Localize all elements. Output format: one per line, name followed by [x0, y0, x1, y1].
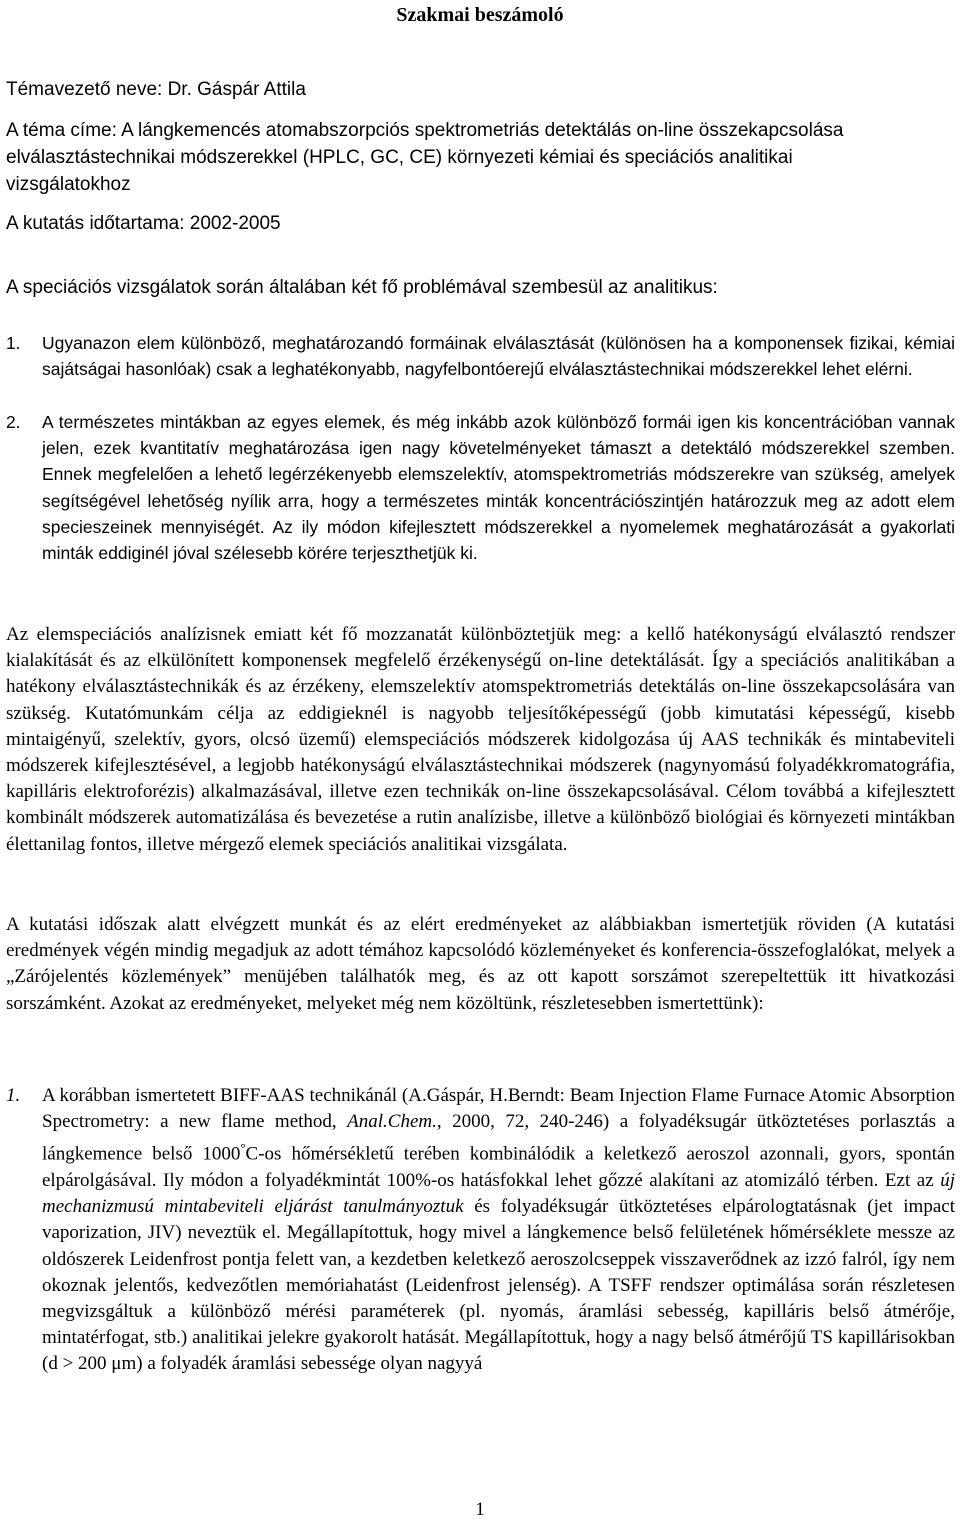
paragraph-results-intro: A kutatási időszak alatt elvégzett munkát és az elért eredményeket az alábbiakban ismertetjük röviden (A kutatási eredmények végén mindig megadjuk az adott témához kapcsolódó közleményeket és konferencia-összefoglalókat, melyek a „Zárójelentés közlemények” menüjében találhatók meg, és az ott kapott sorszámot szerepeltettük itt hivatkozási sorszámként. Azokat az eredményeket, melyeket még nem közöltünk, részletesebben ismertettünk):	[6, 914, 955, 1014]
result-text-part-3: C-os hőmérsékletű terében kombinálódik a keletkező aeroszol azonnali, gyors, spontán elpárolgásával. Ily módon a folyadékmintát 100%-os hatásfokkal lehet gőzzé alakítani az atomizáló térben. Ezt az	[42, 1143, 955, 1191]
result-text-1	[42, 1083, 955, 1378]
result-text-part-2: , 2000, 72, 240-246) a folyadéksugár ütköztetéses porlasztás a lángkemence belső 1000	[42, 1111, 955, 1165]
problem-number-1: 1.	[6, 333, 21, 353]
page-number: 1	[475, 1499, 485, 1520]
degree-sign: °	[240, 1140, 246, 1156]
emphasis-new-method: új mechanizmusú mintabeviteli eljárást tanulmányoztuk	[42, 1169, 955, 1218]
supervisor-line: Témavezető neve: Dr. Gáspár Attila	[6, 79, 306, 100]
result-text-part-4: és folyadéksugár ütköztetéses elpárologtatásnak (jet impact vaporization, JIV) neveztük el. Megállapítottuk, hogy mivel a lángkemence belső felületének hőmérséklete messze az oldószerek Leidenfrost pontja felett van, a kezdetben keletkező aeroszolcseppek visszaverődnek az izzó falról, így nem okoznak jelentős, kedvezőtlen memóriahatást (Leidenfrost jelenség). A TSFF rendszer optimálása során részletesen megvizsgáltuk a különböző mérési paraméterek (pl. nyomás, áramlási sebesség, kapilláris belső átmérője, mintatérfogat, stb.) analitikai jelekre gyakorolt hatását. Megállapítottuk, hogy a nagy belső átmérőjű TS kapillárisokban (d > 200 μm) a folyadék áramlási sebessége olyan nagyyá	[42, 1196, 955, 1375]
journal-name: Anal.Chem.	[347, 1111, 437, 1133]
result-number-1: 1.	[6, 1085, 21, 1106]
duration-line: A kutatás időtartama: 2002-2005	[6, 213, 281, 234]
intro-line: A speciációs vizsgálatok során általában két fő problémával szembesül az analitikus:	[6, 277, 718, 298]
topic-line-2: elválasztástechnikai módszerekkel (HPLC, GC, CE) környezeti kémiai és speciációs analitikai	[6, 147, 793, 168]
problem-text-2: A természetes mintákban az egyes elemek, és még inkább azok különböző formái igen kis koncentrációban vannak jelen, ezek kvantitatív meghatározása igen nagy követelményeket támaszt a detektáló módszerekkel szemben. Ennek megfelelően a lehető legérzékenyebb elemszelektív, atomspektrometriás módszerekre van szükség, amelyek segítségével lehetőség nyílik arra, hogy a természetes minták koncentrációszintjén határozzuk meg az adott elem specieszeinek mennyiségét. Az ily módon kifejlesztett módszerekkel a nyomelemek meghatározását a gyakorlati minták eddiginél jóval szélesebb körére terjeszthetjük ki.	[42, 412, 955, 564]
topic-line-3: vizsgálatokhoz	[6, 174, 131, 195]
result-text-part-1: A korábban ismertetett BIFF-AAS technikánál (A.Gáspár, H.Berndt: Beam Injection Flame Furnace Atomic Absorption Spectrometry: a new flame method,	[42, 1085, 955, 1133]
problem-text-1: Ugyanazon elem különböző, meghatározandó formáinak elválasztását (különösen ha a komponensek fizikai, kémiai sajátságai hasonlóak) csak a leghatékonyabb, nagyfelbontóerejű elválasztástechnikai módszerekkel lehet elérni.	[42, 333, 955, 380]
page-title: Szakmai beszámoló	[396, 4, 564, 26]
paragraph-goals: Az elemspeciációs analízisnek emiatt két fő mozzanatát különböztetjük meg: a kellő hatékonyságú elválasztó rendszer kialakítását és az elkülönített komponensek megfelelő érzékenységű on-line detektálását. Így a speciációs analitikában a hatékony elválasztástechnikák és az érzékeny, elemszelektív atomspektrometriás detektálás on-line összekapcsolására van szükség. Kutatómunkám célja az eddigieknél is nagyobb teljesítőképességű (jobb kimutatási képességű, kisebb mintaigényű, szelektív, gyors, olcsó üzemű) elemspeciációs módszerek kidolgozása új AAS technikák és mintabeviteli módszerek kifejlesztésével, a legjobb hatékonyságú elválasztástechnikai módszerek (nagynyomású folyadékkromatográfia, kapilláris elektroforézis) alkalmazásával, illetve ezen technikák on-line összekapcsolásával. Célom továbbá a kifejlesztett kombinált módszerek automatizálása és bevezetése a rutin analízisbe, illetve a különböző biológiai és környezeti mintákban élettanilag fontos, illetve mérgező elemek speciációs analitikai vizsgálata.	[6, 624, 955, 855]
topic-line-1: A téma címe: A lángkemencés atomabszorpciós spektrometriás detektálás on-line összekapcsolása	[6, 120, 844, 141]
problem-number-2: 2.	[6, 412, 21, 432]
